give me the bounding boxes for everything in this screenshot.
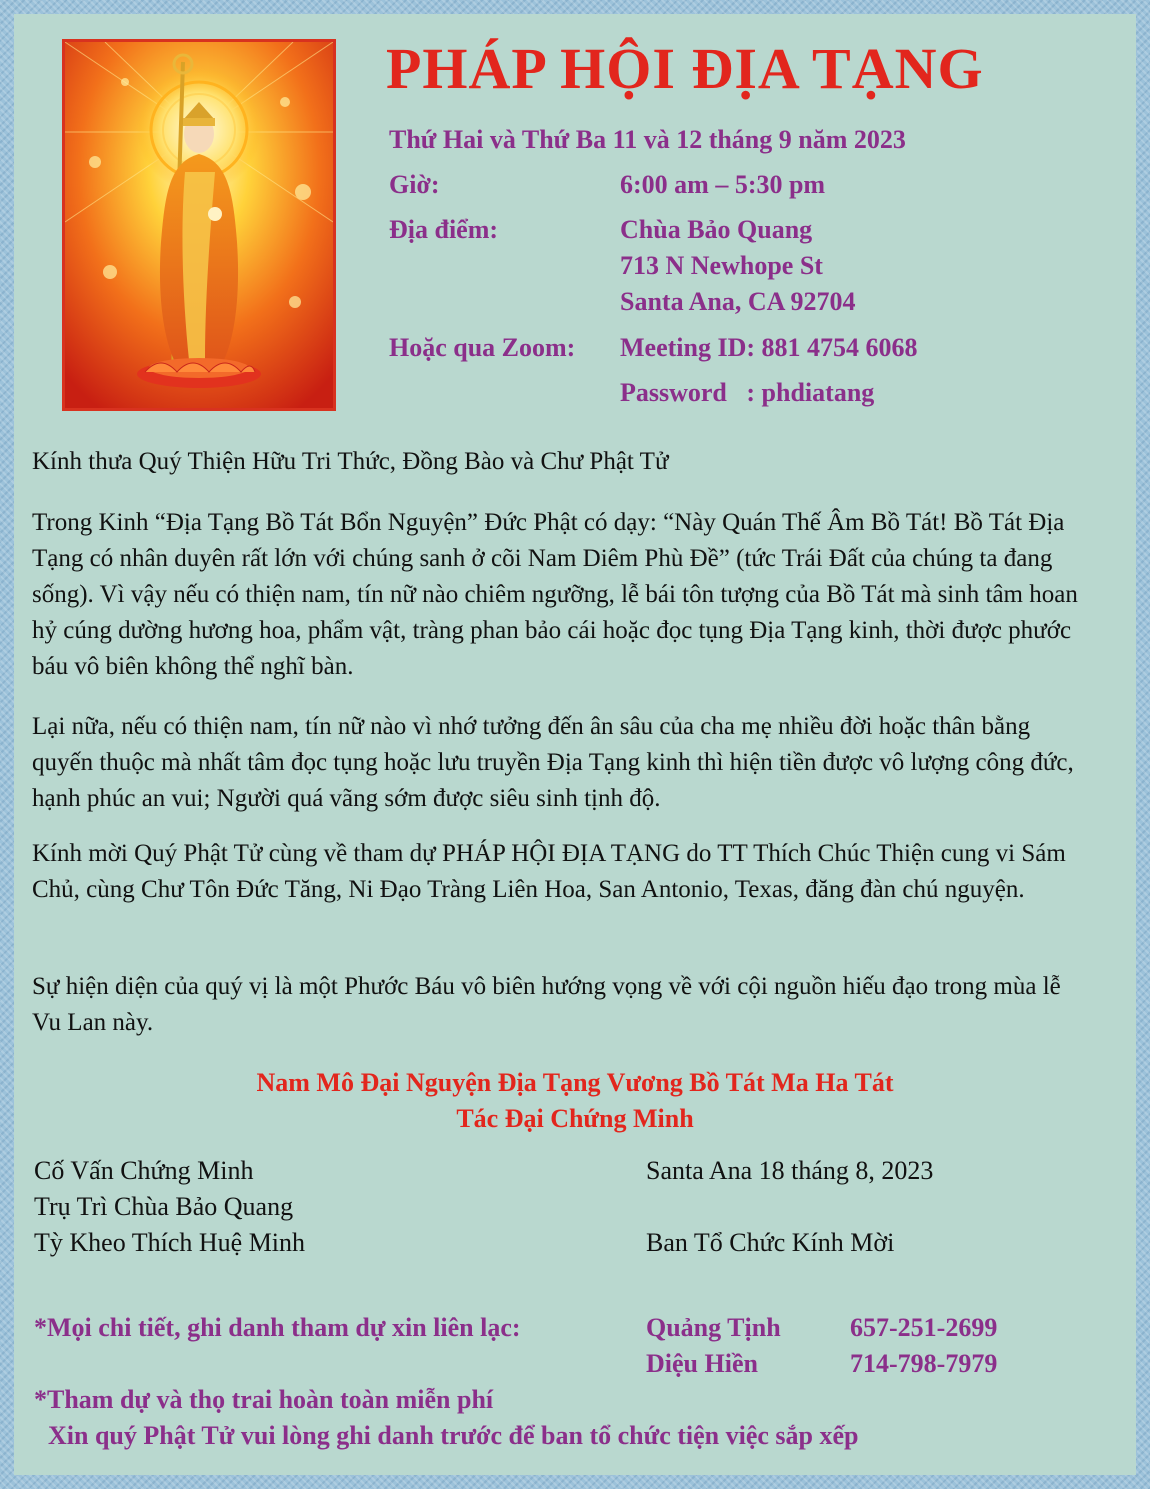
event-title: PHÁP HỘI ĐỊA TẠNG <box>386 36 984 101</box>
greeting <box>32 444 1092 480</box>
ksitigarbha-bodhisattva-image <box>62 39 336 411</box>
paragraph-text: Kính mời Quý Phật Tử cùng về tham dự PHÁP HỘI ĐỊA TẠNG do TT Thích Chúc Thiện cung vi Sám Chủ, cùng Chư Tôn Đức Tăng, Ni Đạo Tràng Liên Hoa, San Antonio, Texas, đăng đàn chú nguyện. <box>32 840 1066 903</box>
invocation-line-1: Nam Mô Đại Nguyện Địa Tạng Vương Bồ Tát Ma Ha Tát <box>256 1068 894 1097</box>
paragraph-presence <box>32 969 1092 1041</box>
zoom-meeting-id: Meeting ID: 881 4754 6068 <box>620 333 918 362</box>
event-date: Thứ Hai và Thứ Ba 11 và 12 tháng 9 năm 2023 <box>389 125 906 154</box>
location-label: Địa điểm: <box>389 215 499 244</box>
location-street: 713 N Newhope St <box>620 251 823 280</box>
zoom-label: Hoặc qua Zoom: <box>389 333 576 362</box>
free-attendance-note: *Tham dự và thọ trai hoàn toàn miễn phí <box>34 1385 494 1414</box>
signature-monk-name: Tỳ Kheo Thích Huệ Minh <box>34 1228 306 1257</box>
place-date: Santa Ana 18 tháng 8, 2023 <box>646 1156 934 1185</box>
contact-name-2: Diệu Hiền <box>646 1349 758 1378</box>
paragraph-sutra <box>32 505 1092 685</box>
invocation-line-2: Tác Đại Chứng Minh <box>456 1104 694 1133</box>
contact-phone-2: 714-798-7979 <box>850 1349 998 1378</box>
paragraph-invitation <box>32 836 1092 908</box>
paragraph-text: Lại nữa, nếu có thiện nam, tín nữ nào vì nhớ tưởng đến ân sâu của cha mẹ nhiều đời hoặc thân bằng quyến thuộc mà nhất tâm đọc tụng hoặc lưu truyền Địa Tạng kinh thì hiện tiền được vô lượng công đức, hạnh phúc an vui; Người quá vãng sớm được siêu sinh tịnh độ. <box>32 713 1074 812</box>
signature-advisor-title: Cố Vấn Chứng Minh <box>34 1156 254 1185</box>
organizer-signature: Ban Tổ Chức Kính Mời <box>646 1228 895 1257</box>
contact-name-1: Quảng Tịnh <box>646 1313 781 1342</box>
contact-intro: *Mọi chi tiết, ghi danh tham dự xin liên lạc: <box>34 1313 521 1342</box>
paragraph-merit <box>32 709 1092 817</box>
contact-phone-1: 657-251-2699 <box>850 1313 998 1342</box>
zoom-password: Password : phdiatang <box>620 378 875 407</box>
location-city: Santa Ana, CA 92704 <box>620 287 856 316</box>
location-temple: Chùa Bảo Quang <box>620 215 813 244</box>
greeting-text: Kính thưa Quý Thiện Hữu Tri Thức, Đồng Bào và Chư Phật Tử <box>32 448 669 475</box>
time-value: 6:00 am – 5:30 pm <box>620 170 826 199</box>
flyer-page <box>14 14 1136 1475</box>
time-label: Giờ: <box>389 170 440 199</box>
paragraph-text: Trong Kinh “Địa Tạng Bồ Tát Bổn Nguyện” Đức Phật có dạy: “Này Quán Thế Âm Bồ Tát! Bồ Tát Địa Tạng có nhân duyên rất lớn với chúng sanh ở cõi Nam Diêm Phù Đề” (tức Trái Đất của chúng ta đang sống). Vì vậy nếu có thiện nam, tín nữ nào chiêm ngưỡng, lễ bái tôn tượng của Bồ Tát mà sinh tâm hoan hỷ cúng dường hương hoa, phẩm vật, tràng phan bảo cái hoặc đọc tụng Địa Tạng kinh, thời được phước báu vô biên không thể nghĩ bàn. <box>32 509 1078 680</box>
signature-abbot-title: Trụ Trì Chùa Bảo Quang <box>34 1192 294 1221</box>
register-note: Xin quý Phật Tử vui lòng ghi danh trước để ban tổ chức tiện việc sắp xếp <box>48 1421 859 1450</box>
paragraph-text: Sự hiện diện của quý vị là một Phước Báu vô biên hướng vọng về với cội nguồn hiếu đạo trong mùa lễ Vu Lan này. <box>32 973 1061 1036</box>
